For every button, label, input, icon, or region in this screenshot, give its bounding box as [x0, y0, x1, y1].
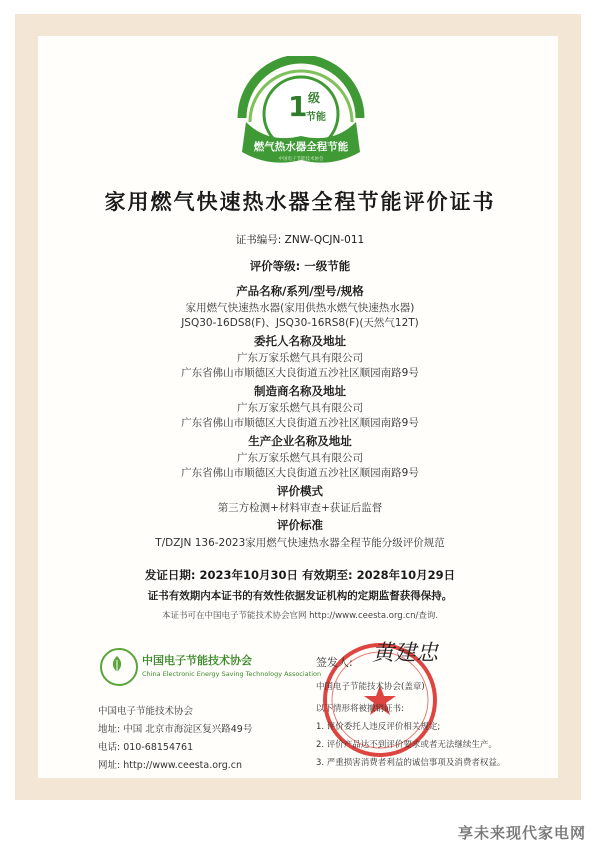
section-line-manufacturer-name: 广东万家乐燃气具有限公司 — [237, 402, 363, 414]
contact-phone: 电话: 010-68154761 — [98, 742, 194, 753]
section-heading-standard: 评价标准 — [277, 518, 323, 532]
contact-website: 网址: http://www.ceesta.org.cn — [98, 760, 243, 771]
contact-org: 中国电子节能技术协会 — [98, 706, 194, 717]
section-heading-mode: 评价模式 — [277, 484, 323, 498]
contact-address: 地址: 中国 北京市海淀区复兴路49号 — [98, 724, 253, 735]
badge-ribbon-text: 燃气热水器全程节能 — [253, 141, 349, 153]
section-line-client-address: 广东省佛山市顺德区大良街道五沙社区顺园南路9号 — [181, 367, 419, 379]
association-name-en: China Electronic Energy Saving Technology Association — [142, 670, 322, 678]
section-line-standard: T/DZJN 136-2023家用燃气快速热水器全程节能分级评价规范 — [155, 537, 445, 549]
badge-ribbon-subtext: 中国电子节能技术协会 — [278, 157, 324, 162]
query-note: 本证书可在中国电子节能技术协会官网 http://www.ceesta.org.cn/查询. — [161, 611, 439, 621]
section-heading-manufacturer: 制造商名称及地址 — [254, 384, 346, 398]
section-line-product-name: 家用燃气快速热水器(家用供热水燃气快速热水器) — [185, 302, 415, 314]
section-line-producer-address: 广东省佛山市顺德区大良街道五沙社区顺园南路9号 — [181, 467, 419, 479]
section-line-client-name: 广东万家乐燃气具有限公司 — [237, 352, 363, 364]
section-heading-client: 委托人名称及地址 — [254, 334, 346, 348]
badge-level-word: 节能 — [306, 112, 326, 123]
badge-level-char: 级 — [308, 91, 321, 105]
certificate-number: 证书编号: ZNW-QCJN-011 — [235, 234, 365, 246]
handwritten-signature: 黄建忠 — [372, 641, 439, 666]
section-heading-product: 产品名称/系列/型号/规格 — [236, 284, 364, 298]
section-line-manufacturer-address: 广东省佛山市顺德区大良街道五沙社区顺园南路9号 — [181, 417, 419, 429]
validity-statement: 证书有效期内本证书的有效性依据发证机构的定期监督获得保持。 — [147, 590, 453, 602]
revoke-item-1: 1. 评价委托人违反评价相关规定; — [316, 722, 441, 732]
revoke-item-2: 2. 评价产品达不到评价要求或者无法继续生产。 — [316, 740, 497, 750]
revoke-heading: 以下情形将被撤销证书: — [316, 704, 404, 714]
section-heading-producer: 生产企业名称及地址 — [248, 434, 352, 448]
section-line-mode: 第三方检测+材料审查+获证后监督 — [217, 502, 383, 514]
section-line-product-model: JSQ30-16DS8(F)、JSQ30-16RS8(F)(天然气12T) — [181, 317, 419, 329]
energy-saving-badge-icon — [228, 56, 374, 172]
badge-level-number: 1 — [288, 90, 308, 123]
section-line-producer-name: 广东万家乐燃气具有限公司 — [237, 452, 363, 464]
signer-organization: 中国电子节能技术协会(盖章) — [316, 682, 425, 692]
evaluation-grade: 评价等级: 一级节能 — [249, 259, 351, 273]
leaf-icon — [109, 655, 125, 673]
association-logo — [100, 648, 322, 688]
association-name-cn: 中国电子节能技术协会 — [142, 654, 252, 667]
revoke-item-3: 3. 严重损害消费者利益的诚信事项及消费者权益。 — [316, 758, 506, 768]
signer-title: 签发人: — [316, 656, 353, 669]
issue-and-expiry-dates: 发证日期: 2023年10月30日 有效期至: 2028年10月29日 — [144, 568, 456, 582]
site-watermark: 享未来现代家电网 — [457, 824, 586, 842]
certificate-title: 家用燃气快速热水器全程节能评价证书 — [104, 190, 496, 214]
